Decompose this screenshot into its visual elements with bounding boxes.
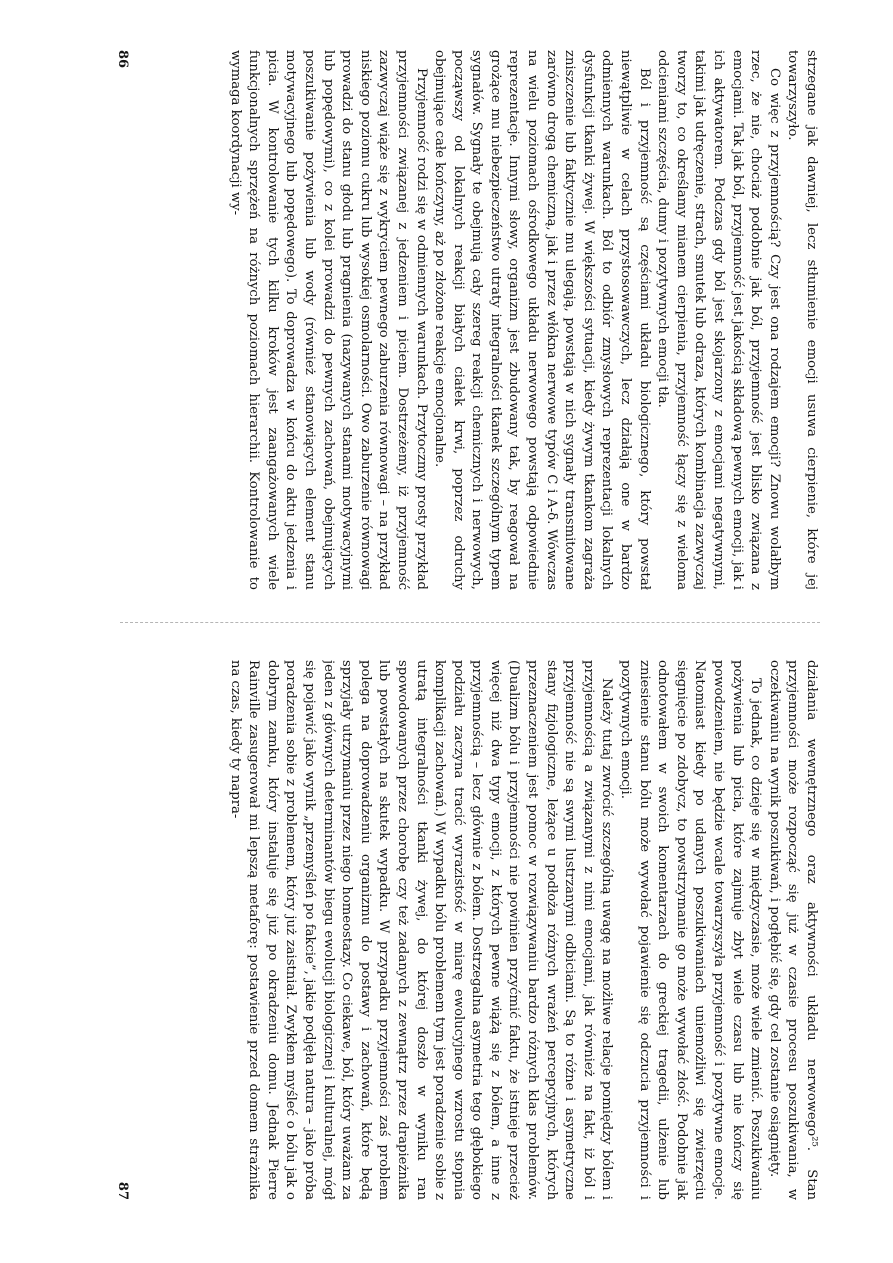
page-number: 87	[115, 1181, 130, 1200]
paragraph: Przyjemność rodzi się w odmiennych warunkach. Przytoczmy prosty przykład przyjemności związanej z jedzeniem i piciem. Dostrzeżemy, iż przyjemność zazwyczaj wiąże się z wykryciem pewnego zaburzenia równowagi – na przykład niskiego poziomu cukru lub wysokiej osmolarności. Owo zaburzenie równowagi prowadzi do stanu głodu lub pragnienia (nazywanych stanami motywacyjnymi lub popędowymi), co z kolei prowadzi do pewnych zachowań, obejmujących poszukiwanie pożywienia lub wody (również stanowiących element stanu motywacyjnego lub popędowego). To doprowadza w końcu do aktu jedzenia i picia. W kontrolowanie tych kilku kroków jest zaangażowanych wiele funkcjonalnych sprzężeń na różnych poziomach hierarchii. Kontrolowanie to wymaga koordynacji wy-	[227, 50, 429, 590]
paragraph: Co więc z przyjemnością? Czy jest ona rodzajem emocji? Znowu wolałbym rzec, że nie, chociaż podobnie jak ból, przyjemność jest blisko związana z emocjami. Tak jak ból, przyjemność jest jakością składową pewnych emocji, jak i ich aktywatorem. Podczas gdy ból jest skojarzony z emocjami negatywnymi, takimi jak udręczenie, strach, smutek lub odraza, których kombinacja zazwyczaj tworzy to, co określamy mianem cierpienia, przyjemność łączy się z wieloma odcieniami szczęścia, dumy i pozytywnych emocji tła.	[655, 50, 782, 590]
page-87-text	[140, 660, 820, 1200]
paragraph: Należy tutaj zwrócić szczególną uwagę na możliwe relacje pomiędzy bólem i przyjemnością a związanymi z nimi emocjami, jak również na fakt, iż ból i przyjemność nie są swymi lustrzanymi odbiciami. Są to różne i asymetryczne stany fizjologiczne, leżące u podłoża różnych wrażeń percepcyjnych, których przeznaczeniem jest pomoc w rozwiązywaniu bardzo różnych klas problemów. (Dualizm bólu i przyjemności nie powinien przyćmić faktu, że istnieje przecież więcej niż dwa typy emocji, z których pewne wiążą się z bólem, a inne z przyjemnością – lecz głównie z bólem. Dostrzegalna asymetria tego głębokiego podziału zaczyna tracić wyrazistość w miarę ewolucyjnego wzrostu stopnia komplikacji zachowań.) W wypadku bólu problemem tym jest poradzenie sobie z utratą integralności tkanki żywej, do której doszło w wyniku ran spowodowanych przez chorobę czy też zadanych z zewnątrz przez drapieżnika lub powstałych na skutek wypadku. W przypadku przyjemności zaś problem polega na doprowadzeniu organizmu do postawy i zachowań, które będą sprzyjały utrzymaniu przez niego homeostazy. Co ciekawe, ból, który uważam za jeden z głównych determinantów biegu ewolucji biologicznej i kulturalnej, mógł się pojawić jako wynik „przemyśleń po fakcie”, jakie podjęła natura – jako próba poradzenia sobie z problemem, który już zaistniał. Zwykłem myśleć o bólu jak o dobrym zamku, który instaluje się już po okradzeniu domu. Jednak Pierre Rainville zasugerował mi lepszą metaforę: postawienie przed domem strażnika na czas, kiedy ty napra-	[227, 660, 615, 1200]
page-number: 86	[115, 50, 130, 69]
paragraph: To jednak, co dzieje się w międzyczasie, może wiele zmienić. Poszukiwaniu pożywienia lub picia, które zajmuje zbyt wiele czasu lub nie kończy się powodzeniem, nie będzie wcale towarzyszyła przyjemność i pozytywne emocje. Natomiast kiedy po udanych poszukiwaniach uniemożliwi się zwierzęciu sięgnięcie po zdobycz, to powstrzymanie go może wywołać złość. Podobnie jak odnotowałem w swoich komentarzach do greckiej tragedii, ulżenie lub zniesienie stanu bólu może wywołać pojawienie się odczucia przyjemności i pozytywnych emocji.	[618, 660, 764, 1200]
paragraph: Ból i przyjemność są częściami układu biologicznego, który powstał niewątpliwie w celach przystosowawczych, lecz działają one w bardzo odmiennych warunkach. Ból to odbiór zmysłowych reprezentacji lokalnych dysfunkcji tkanki żywej. W większości sytuacji, kiedy żywym tkankom zagraża zniszczenie lub faktycznie mu ulegają, powstają w nich sygnały transmitowane zarówno drogą chemiczną, jak i przez włókna nerwowe typów C i A-δ. Wówczas na wielu poziomach ośrodkowego układu nerwowego powstają odpowiednie reprezentacje. Innymi słowy, organizm jest zbudowany tak, by reagował na grożące mu niebezpieczeństwo utraty integralności tkanek szczególnym typem sygnałów. Sygnały te obejmują cały szereg reakcji chemicznych i nerwowych, począwszy od lokalnych reakcji białych ciałek krwi, poprzez odruchy obejmujące całe kończyny, aż po złożone reakcje emocjonalne.	[432, 50, 652, 590]
page-86-text	[140, 50, 820, 590]
page-86	[110, 50, 820, 590]
page-divider	[120, 622, 820, 623]
page-87	[110, 660, 820, 1200]
paragraph: strzegane jak dawniej, lecz stłumienie emocji usuwa cierpienie, które jej towarzyszyło.	[785, 50, 819, 590]
paragraph: działania wewnętrznego oraz aktywności układu nerwowego²⁵. Stan przyjemności może rozpocząć się już w czasie procesu poszukiwania, w oczekiwaniu na wynik poszukiwań, i pogłębić się, gdy cel zostanie osiągnięty.	[766, 660, 819, 1200]
